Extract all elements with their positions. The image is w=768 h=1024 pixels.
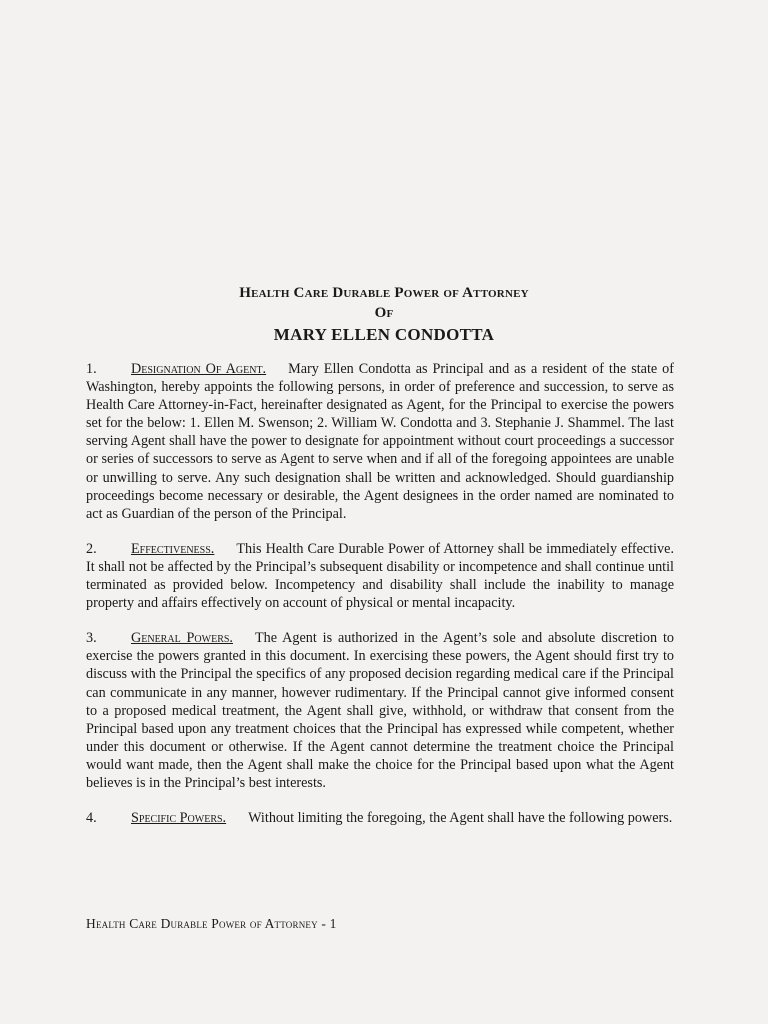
title-line-2: Of	[374, 305, 394, 321]
section-heading: Designation Of Agent.	[131, 361, 267, 377]
section-text: The Agent is authorized in the Agent’s sole and absolute discretion to exercise the powers granted in this document. In exercising these powers, the Agent should first try to discuss with the Principal the specifics of any proposed decision regarding medical care if the Principal can communicate in any manner, however rudimentary. If the Principal cannot give informed consent to a proposed medical treatment, the Agent shall give, withhold, or withdraw that consent from the Principal based upon any treatment choices that the Principal has expressed while competent, whether under this document or otherwise. If the Agent cannot determine the treatment choice the Principal would want made, then the Agent shall make the choice for the Principal based upon what the Agent believes is in the Principal’s best interests.	[86, 630, 674, 791]
section-number: 4.	[86, 810, 97, 827]
page-footer: Health Care Durable Power of Attorney - 1	[86, 916, 337, 931]
section-1	[86, 360, 674, 523]
section-4	[86, 809, 674, 827]
section-text: Without limiting the foregoing, the Agent shall have the following powers.	[248, 810, 673, 827]
title-line-1: Health Care Durable Power of Attorney	[239, 285, 529, 301]
section-heading: General Powers.	[131, 630, 233, 647]
section-heading: Specific Powers.	[131, 810, 227, 827]
section-heading: Effectiveness.	[131, 540, 215, 557]
section-text: Mary Ellen Condotta as Principal and as a resident of the state of Washington, hereby appoints the following persons, in order of preference and succession, to serve as Health Care Attorney-in-Fact, hereinafter designated as Agent, for the Principal to exercise the powers set for the below: 1. Ellen M. Swenson; 2. William W. Condotta and 3. Stephanie J. Shammel. The last serving Agent shall have the power to designate for appointment without court proceedings a successor or series of successors to serve as Agent to serve when and if all of the foregoing appointees are unable or unwilling to serve. Any such designation shall be written and acknowledged. Should guardianship proceedings become necessary or desirable, the Agent designees in the order named are nominated to act as Guardian of the person of the Principal.	[86, 361, 674, 522]
section-3	[86, 629, 674, 792]
document-title	[0, 283, 768, 347]
section-2	[86, 540, 674, 612]
section-text: This Health Care Durable Power of Attorney shall be immediately effective. It shall not be affected by the Principal’s subsequent disability or incompetence and shall continue until terminated as provided below. Incompetency and disability shall include the inability to manage property and affairs effectively on account of physical or mental incapacity.	[86, 540, 674, 612]
title-principal-name: MARY ELLEN CONDOTTA	[273, 325, 495, 344]
section-number: 1.	[86, 361, 97, 377]
document-body	[86, 360, 674, 844]
section-number: 3.	[86, 630, 97, 647]
section-number: 2.	[86, 540, 97, 557]
